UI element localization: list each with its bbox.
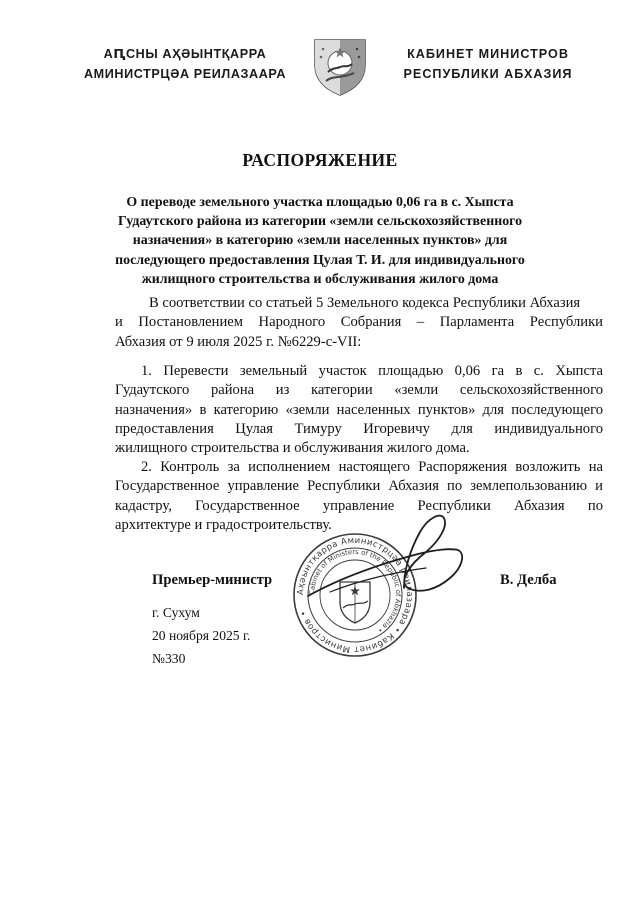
preamble-line: Абхазия от 9 июля 2025 г. №6229-с-VII: — [115, 333, 362, 350]
subject-line: жилищного строительства и обслуживания жилого дома — [141, 271, 499, 287]
handwritten-signature-icon — [300, 508, 470, 628]
issue-place: г. Сухум — [152, 605, 200, 620]
clause-line: 2. Контроль за исполнением настоящего Распоряжения возложить на — [141, 459, 603, 475]
clause-1-paragraph — [115, 362, 603, 458]
subject-line: последующего предоставления Цулая Т. И. для индивидуального — [115, 252, 525, 268]
clause-line: архитектуре и градостроительству. — [115, 516, 332, 533]
subject-line: назначения» в категорию «земли населенных пунктов» для — [132, 233, 508, 249]
header-left-block — [70, 44, 300, 84]
header-right-block — [378, 44, 598, 84]
svg-text:Cabinet of Ministers of the Re: Cabinet of Ministers of the Republic of Abkhazia • — [307, 547, 403, 635]
signatory-position: Премьер-министр — [152, 572, 273, 588]
svg-text:Аҳәынтқарра Аминистрцәа реилаз: Аҳәынтқарра Аминистрцәа реилазаара • Кабинет Министров • — [295, 535, 415, 655]
clause-line: предоставления Цулая Тимуру Игоревичу для индивидуального — [115, 420, 603, 437]
coat-of-arms-icon — [311, 37, 369, 97]
document-number: №330 — [152, 651, 186, 666]
header-right-line1: КАБИНЕТ МИНИСТРОВ — [407, 47, 569, 61]
header-left-line2: АМИНИСТРЦӘА РЕИЛАЗААРА — [83, 67, 287, 81]
issue-date: 20 ноября 2025 г. — [152, 628, 251, 643]
document-title: РАСПОРЯЖЕНИЕ — [242, 150, 398, 170]
preamble-paragraph — [115, 294, 603, 352]
preamble-line: и Постановлением Народного Собрания – Парламента Республики — [115, 314, 603, 331]
preamble-line: В соответствии со статьей 5 Земельного кодекса Республики Абхазия — [149, 295, 581, 311]
subject-line: О переводе земельного участка площадью 0,06 га в с. Хыпста — [126, 195, 514, 210]
clause-line: назначения» в категорию «земли населенных пунктов» для последующего — [115, 401, 603, 418]
header-right-line2: РЕСПУБЛИКИ АБХАЗИЯ — [403, 67, 573, 81]
clause-line: жилищного строительства и обслуживания жилого дома. — [115, 440, 470, 457]
header-left-line1: АԤСНЫ АҲӘЫНТҚАРРА — [103, 47, 267, 61]
signatory-name: В. Делба — [500, 572, 557, 588]
clause-line: кадастру, Государственное управление Республики Абхазия по — [115, 497, 603, 514]
clause-line: Государственное управление Республики Абхазия по землепользованию и — [115, 478, 603, 495]
clause-line: 1. Перевести земельный участок площадью 0,06 га в с. Хыпста — [141, 363, 603, 379]
clause-line: Гудаутского района из категории «земли сельскохозяйственного — [115, 382, 603, 399]
subject-line: Гудаутского района из категории «земли сельскохозяйственного — [117, 214, 523, 230]
document-subject — [112, 193, 528, 289]
